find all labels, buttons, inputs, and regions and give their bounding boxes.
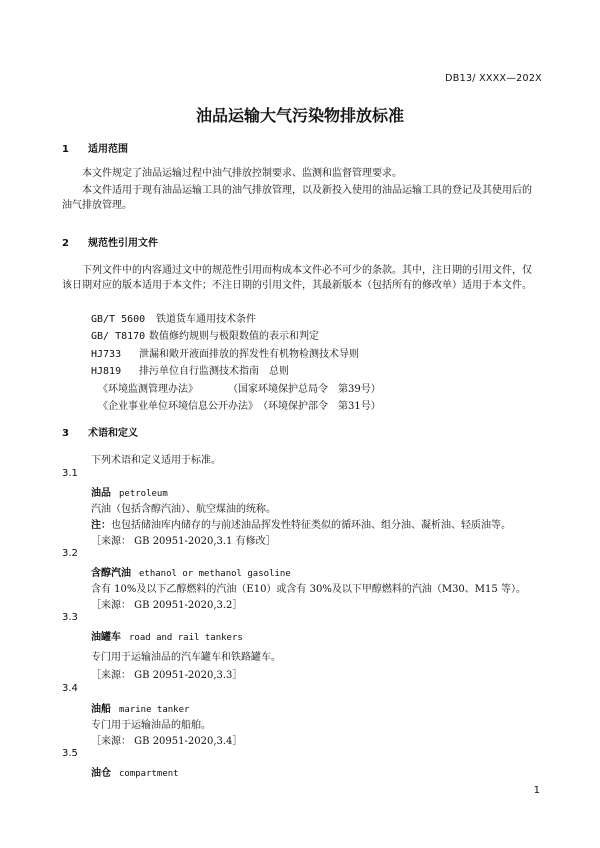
term-heading xyxy=(91,628,243,643)
term-source: ［来源： GB 20951-2020,3.4］ xyxy=(91,736,243,747)
term-en: ethanol or methanol gasoline xyxy=(139,569,291,579)
section-1-heading xyxy=(62,140,128,155)
term-en: road and rail tankers xyxy=(129,633,243,643)
reference-title: （环境保护部令 第31号） xyxy=(258,401,381,412)
reference-item xyxy=(98,380,381,395)
section-3-intro: 下列术语和定义适用于标准。 xyxy=(91,455,221,466)
term-en: marine tanker xyxy=(119,705,190,715)
term-source: ［来源： GB 20951-2020,3.2］ xyxy=(91,600,243,611)
term-heading xyxy=(91,564,291,579)
section-1-paragraph-1: 本文件规定了油品运输过程中油气排放控制要求、监测和监督管理要求。 xyxy=(82,168,402,179)
reference-code: HJ733 xyxy=(91,349,122,360)
section-1-number: 1 xyxy=(62,144,69,155)
section-3-title: 术语和定义 xyxy=(88,428,138,439)
term-number: 3.2 xyxy=(62,548,78,559)
term-heading xyxy=(91,764,179,779)
term-number: 3.5 xyxy=(62,748,78,759)
section-2-paragraph: 下列文件中的内容通过文中的规范性引用而构成本文件必不可少的条款。其中，注日期的引用文件，仅该日期对应的版本适用于本文件；不注日期的引用文件，其最新版本（包括所有的修改单）适用于本文件。 xyxy=(62,265,532,291)
term-zh: 油仓 xyxy=(91,768,111,779)
term-note xyxy=(91,516,511,531)
term-zh: 含醇汽油 xyxy=(91,568,131,579)
section-2-title: 规范性引用文件 xyxy=(88,238,158,249)
reference-title: 排污单位自行监测技术指南 总则 xyxy=(139,366,289,377)
section-2-number: 2 xyxy=(62,238,69,249)
reference-code: HJ819 xyxy=(91,366,122,377)
reference-title: 泄漏和敞开液面排放的挥发性有机物检测技术导则 xyxy=(139,349,359,360)
page-number: 1 xyxy=(533,785,540,796)
term-zh: 油罐车 xyxy=(91,632,121,643)
section-3-number: 3 xyxy=(62,428,69,439)
term-heading xyxy=(91,484,168,499)
term-en: compartment xyxy=(119,769,179,779)
section-3-heading xyxy=(62,424,138,439)
term-heading xyxy=(91,700,189,715)
reference-item xyxy=(91,310,256,325)
term-number: 3.1 xyxy=(62,468,78,479)
standard-code: DB13/ XXXX—202X xyxy=(445,73,542,84)
section-2-heading xyxy=(62,234,158,249)
term-definition: 汽油（包括含醇汽油）、航空煤油的统称。 xyxy=(91,504,276,515)
term-en: petroleum xyxy=(119,489,168,499)
term-number: 3.4 xyxy=(62,683,78,694)
section-1-paragraph-2: 本文件适用于现有油品运输工具的油气排放管理，以及新投入使用的油品运输工具的登记及其使用后的油气排放管理。 xyxy=(62,185,532,211)
term-definition: 专门用于运输油品的船舶。 xyxy=(91,720,211,731)
term-number: 3.3 xyxy=(62,612,78,623)
document-title: 油品运输大气污染物排放标准 xyxy=(195,106,404,125)
reference-item xyxy=(98,397,381,412)
reference-title: 铁道货车通用技术条件 xyxy=(156,314,256,325)
reference-title: 数值修约规则与极限数值的表示和判定 xyxy=(149,331,319,342)
reference-item xyxy=(91,362,289,377)
term-source: ［来源： GB 20951-2020,3.3］ xyxy=(91,670,243,681)
note-text: 也包括储油库内储存的与前述油品挥发性特征类似的循环油、组分油、凝析油、轻质油等。 xyxy=(111,520,511,531)
reference-title: （国家环境保护总局令 第39号） xyxy=(228,384,381,395)
reference-code: 《企业事业单位环境信息公开办法》 xyxy=(98,401,258,412)
term-zh: 油品 xyxy=(91,488,111,499)
term-source: ［来源： GB 20951-2020,3.1 有修改］ xyxy=(91,536,276,547)
section-1-title: 适用范围 xyxy=(88,144,128,155)
reference-code: GB/T 5600 xyxy=(91,314,146,325)
term-zh: 油船 xyxy=(91,704,111,715)
note-label: 注： xyxy=(91,520,111,531)
term-definition: 专门用于运输油品的汽车罐车和铁路罐车。 xyxy=(91,652,281,663)
reference-code: 《环境监测管理办法》 xyxy=(98,384,198,395)
term-definition: 含有 10%及以下乙醇燃料的汽油（E10）或含有 30%及以下甲醇燃料的汽油（M30、M15 等）。 xyxy=(91,584,526,595)
reference-item xyxy=(91,327,319,342)
reference-code: GB/ T8170 xyxy=(91,331,146,342)
reference-item xyxy=(91,345,359,360)
